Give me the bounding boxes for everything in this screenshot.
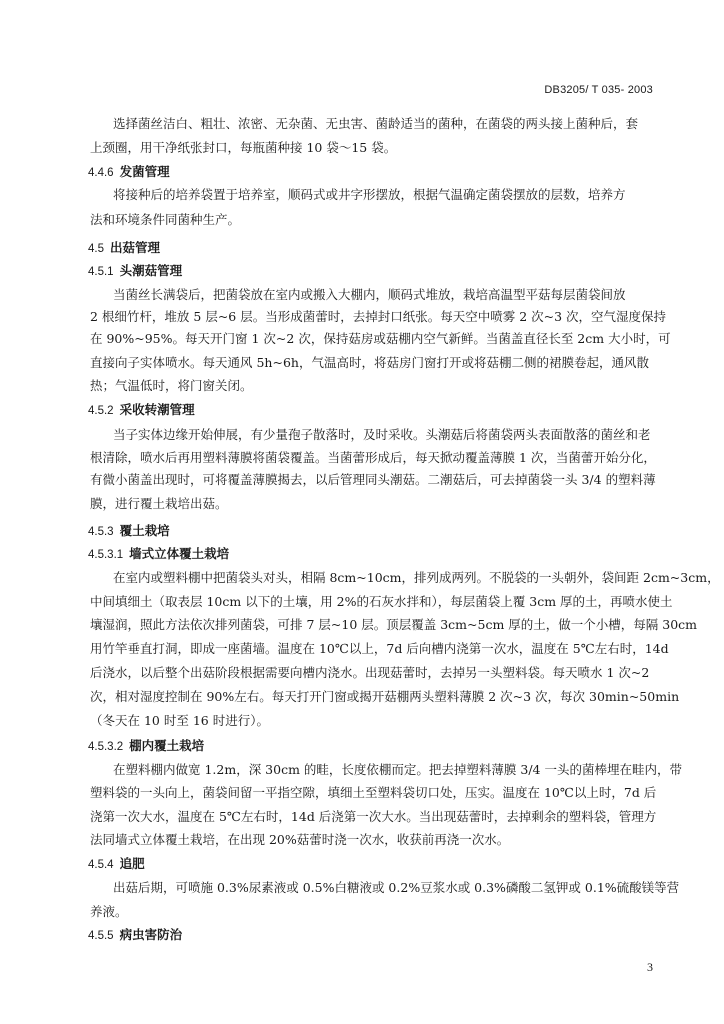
document-id-header: DB3205/ T 035- 2003 <box>544 84 653 96</box>
section-heading <box>88 546 229 563</box>
section-number: 4.5.2 <box>88 405 114 417</box>
paragraph-line: 壤湿润，照此方法依次排列菌袋，可排 7 层~10 层。顶层覆盖 3cm~5cm 厚的土，做一个小槽，每隔 30cm <box>90 617 698 632</box>
section-number: 4.4.6 <box>88 167 114 179</box>
paragraph-line: （冬天在 10 时至 16 时进行）。 <box>90 713 269 728</box>
paragraph-line: 在 90%~95%。每天开门窗 1 次~2 次，保持菇房或菇棚内空气新鲜。当菌盖直径长至 2cm 大小时，可 <box>90 331 671 346</box>
paragraph-line: 根清除，喷水后再用塑料薄膜将菌袋覆盖。当菌蕾形成后，每天掀动覆盖薄膜 1 次，当菌蕾开始分化， <box>90 450 656 465</box>
section-heading <box>88 263 182 280</box>
paragraph-line: 将接种后的培养袋置于培养室，顺码式或井字形摆放，根据气温确定菌袋摆放的层数，培养方 <box>113 187 626 202</box>
paragraph-line: 当子实体边缘开始伸展，有少量孢子散落时，及时采收。头潮菇后将菌袋两头表面散落的菌丝和老 <box>113 427 651 442</box>
section-heading <box>88 738 204 755</box>
page-number: 3 <box>647 960 653 974</box>
section-title: 墙式立体覆土栽培 <box>129 546 230 561</box>
section-heading <box>88 523 170 540</box>
section-heading <box>88 856 145 873</box>
paragraph-line: 次，相对湿度控制在 90%左右。每天打开门窗或揭开菇棚两头塑料薄膜 2 次~3 次，每次 30min~50min <box>90 689 680 704</box>
section-heading <box>88 240 160 257</box>
section-number: 4.5.3.1 <box>88 549 124 561</box>
section-number: 4.5.5 <box>88 930 114 942</box>
section-number: 4.5.3.2 <box>88 741 124 753</box>
paragraph-line: 出菇后期，可喷施 0.3%尿素液或 0.5%白糖液或 0.2%豆浆水或 0.3%磷酸二氢钾或 0.1%硫酸镁等营 <box>113 880 680 895</box>
section-number: 4.5.1 <box>88 266 114 278</box>
section-number: 4.5.3 <box>88 526 114 538</box>
section-title: 棚内覆土栽培 <box>129 738 205 753</box>
section-heading <box>88 402 195 419</box>
section-title: 出菇管理 <box>110 240 161 255</box>
paragraph-line: 当菌丝长满袋后，把菌袋放在室内或搬入大棚内，顺码式堆放，栽培高温型平菇每层菌袋间放 <box>113 287 626 302</box>
section-title: 覆土栽培 <box>119 523 170 538</box>
paragraph-line: 在塑料棚内做宽 1.2m，深 30cm 的畦，长度依棚而定。把去掉塑料薄膜 3/4 一头的菌棒埋在畦内，带 <box>113 762 682 777</box>
paragraph-line: 法和环境条件同菌种生产。 <box>90 212 241 227</box>
paragraph-line: 塑料袋的一头向上，菌袋间留一平指空隙，填细土至塑料袋切口处，压实。温度在 10℃以上时，7d 后 <box>90 785 657 800</box>
section-title: 追肥 <box>119 856 145 871</box>
section-heading <box>88 927 182 944</box>
section-title: 发菌管理 <box>119 164 170 179</box>
paragraph-line: 用竹竿垂直打洞，即成一座菌墙。温度在 10℃以上，7d 后向槽内浇第一次水，温度在 5℃左右时，14d <box>90 641 669 656</box>
paragraph-line: 法同墙式立体覆土栽培，在出现 20%菇蕾时浇一次水，收获前再浇一次水。 <box>90 832 510 847</box>
paragraph-line: 养液。 <box>90 904 128 919</box>
section-title: 头潮菇管理 <box>119 263 183 278</box>
paragraph-line: 选择菌丝洁白、粗壮、浓密、无杂菌、无虫害、菌龄适当的菌种，在菌袋的两头接上菌种后，套 <box>113 116 639 131</box>
section-title: 采收转潮管理 <box>119 402 195 417</box>
paragraph-line: 2 根细竹杆，堆放 5 层~6 层。当形成菌蕾时，去掉封口纸张。每天空中喷雾 2 次~3 次，空气湿度保持 <box>90 309 667 324</box>
paragraph-line: 浇第一次大水，温度在 5℃左右时，14d 后浇第一次大水。当出现菇蕾时，去掉剩余的塑料袋，管理方 <box>90 809 657 824</box>
paragraph-line: 有微小菌盖出现时，可将覆盖薄膜揭去，以后管理同头潮菇。二潮菇后，可去掉菌袋一头 3/4 的塑料薄 <box>90 472 656 487</box>
section-title: 病虫害防治 <box>119 927 183 942</box>
paragraph-line: 膜，进行覆土栽培出菇。 <box>90 496 228 511</box>
paragraph-line: 直接向子实体喷水。每天通风 5h~6h，气温高时，将菇房门窗打开或将菇棚二侧的裙膜卷起，通风散 <box>90 355 649 370</box>
section-number: 4.5.4 <box>88 859 114 871</box>
paragraph-line: 后浇水，以后整个出菇阶段根据需要向槽内浇水。出现菇蕾时，去掉另一头塑料袋。每天喷水 1 次~2 <box>90 665 650 680</box>
paragraph-line: 热；气温低时，将门窗关闭。 <box>90 378 253 393</box>
section-heading <box>88 164 170 181</box>
paragraph-line: 上颈圈，用干净纸张封口，每瓶菌种接 10 袋～15 袋。 <box>90 140 397 155</box>
paragraph-line: 中间填细土（取表层 10cm 以下的土壤，用 2%的石灰水拌和），每层菌袋上覆 3cm 厚的土，再喷水使土 <box>90 594 673 609</box>
paragraph-line: 在室内或塑料棚中把菌袋头对头，相隔 8cm~10cm，排列成两列。不脱袋的一头朝外，袋间距 2cm~3cm， <box>113 570 720 585</box>
section-number: 4.5 <box>88 243 104 255</box>
